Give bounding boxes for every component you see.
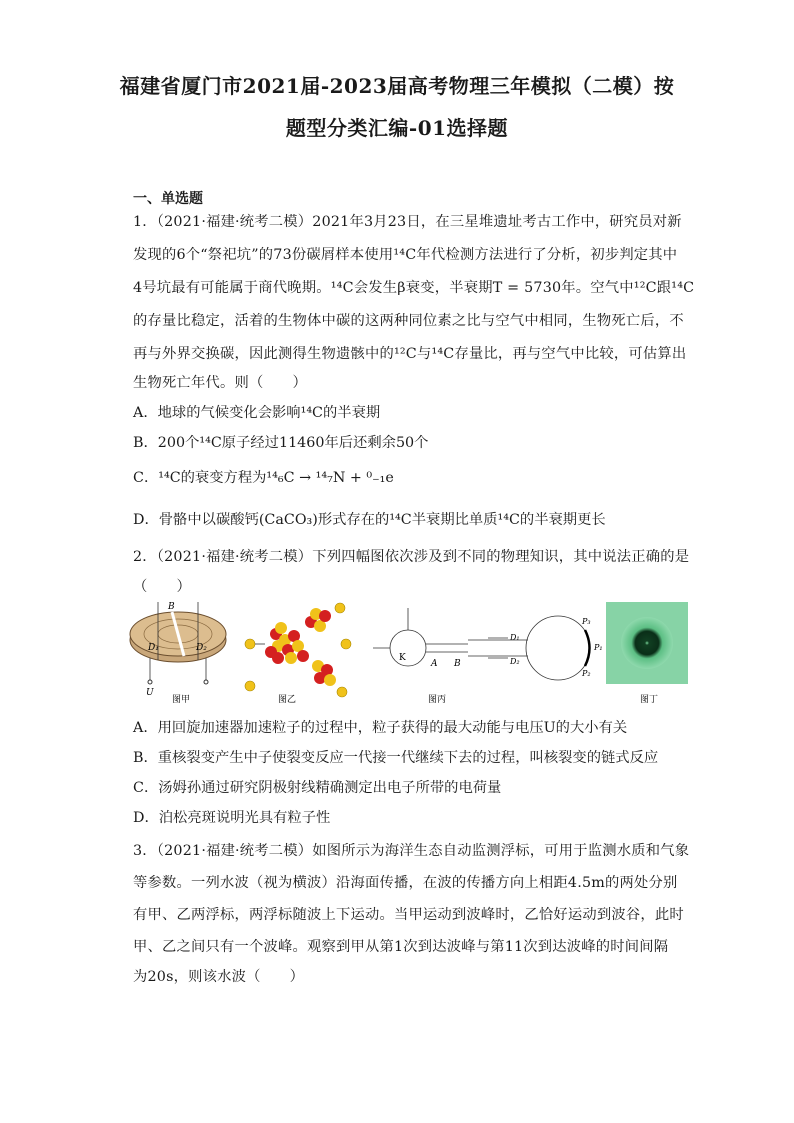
document-title-line-2: 题型分类汇编-01选择题 [285, 116, 509, 140]
q3-line: 等参数。一列水波（视为横波）沿海面传播，在波的传播方向上相距4.5m的两处分别 [133, 875, 678, 891]
caption-yi: 图乙 [278, 695, 297, 705]
q1-option-c: C．¹⁴C的衰变方程为¹⁴₆C → ¹⁴₇N + ⁰₋₁e [133, 470, 394, 486]
label-p3: P₃ [582, 617, 591, 626]
label-d1: D₁ [148, 643, 159, 653]
q1-line: 再与外界交换碳，因此测得生物遗骸中的¹²C与¹⁴C存量比，再与空气中比较，可估算出 [133, 346, 687, 362]
document-title-line-1: 福建省厦门市2021届-2023届高考物理三年模拟（二模）按 [119, 74, 675, 98]
q1-line: 4号坑最有可能属于商代晚期。¹⁴C会发生β衰变，半衰期T = 5730年。空气中¹²C跟¹⁴C [133, 280, 695, 296]
q1-line: 生物死亡年代。则（ ） [133, 375, 307, 391]
label-b: B [168, 602, 175, 612]
label-a: A [431, 659, 438, 669]
q2-option-b: B．重核裂变产生中子使裂变反应一代接一代继续下去的过程，叫核裂变的链式反应 [133, 750, 659, 766]
q1-line: 1．（2021·福建·统考二模）2021年3月23日，在三星堆遗址考古工作中，研究员对新 [133, 214, 682, 230]
label-p2: P₂ [582, 669, 591, 678]
q2-option-a: A．用回旋加速器加速粒子的过程中，粒子获得的最大动能与电压U的大小有关 [133, 720, 628, 736]
q3-line: 3．（2021·福建·统考二模）如图所示为海洋生态自动监测浮标，可用于监测水质和气象 [133, 843, 690, 859]
caption-bing: 图丙 [428, 695, 447, 705]
q1-line: 发现的6个“祭祀坑”的73份碳屑样本使用¹⁴C年代检测方法进行了分析，初步判定其中 [133, 247, 678, 263]
q2-line: （ ） [133, 579, 191, 595]
q3-line: 为20s，则该水波（ ） [133, 969, 305, 985]
label-d2-2: D₂ [510, 657, 520, 666]
q3-line: 甲、乙之间只有一个波峰。观察到甲从第1次到达波峰与第11次到达波峰的时间间隔 [133, 939, 669, 955]
label-p1: P₁ [594, 643, 603, 652]
label-k: K [399, 653, 406, 663]
q1-option-b: B．200个¹⁴C原子经过11460年后还剩余50个 [133, 435, 429, 451]
q1-option-a: A．地球的气候变化会影响¹⁴C的半衰期 [133, 405, 381, 421]
cathode-ray-tube-diagram [373, 608, 590, 680]
cyclotron-diagram [130, 602, 226, 684]
caption-jia: 图甲 [172, 695, 191, 705]
label-d2: D₂ [196, 643, 207, 653]
chain-reaction-diagram [245, 603, 351, 697]
q2-option-c: C．汤姆孙通过研究阴极射线精确测定出电子所带的电荷量 [133, 780, 502, 796]
section-heading: 一、单选题 [133, 191, 203, 207]
label-b2: B [454, 659, 461, 669]
label-u: U [146, 688, 154, 698]
q3-line: 有甲、乙两浮标，两浮标随波上下运动。当甲运动到波峰时，乙恰好运动到波谷，此时 [133, 907, 684, 923]
q1-option-d: D．骨骼中以碳酸钙(CaCO₃)形式存在的¹⁴C半衰期比单质¹⁴C的半衰期更长 [133, 512, 606, 528]
q2-line: 2．（2021·福建·统考二模）下列四幅图依次涉及到不同的物理知识，其中说法正确的是 [133, 549, 690, 565]
label-d1-2: D₁ [510, 633, 520, 642]
q1-line: 的存量比稳定，活着的生物体中碳的这两种同位素之比与空气中相同，生物死亡后，不 [133, 313, 684, 329]
q2-figure [128, 600, 688, 708]
caption-ding: 图丁 [640, 695, 659, 705]
q2-option-d: D．泊松亮斑说明光具有粒子性 [133, 810, 331, 826]
